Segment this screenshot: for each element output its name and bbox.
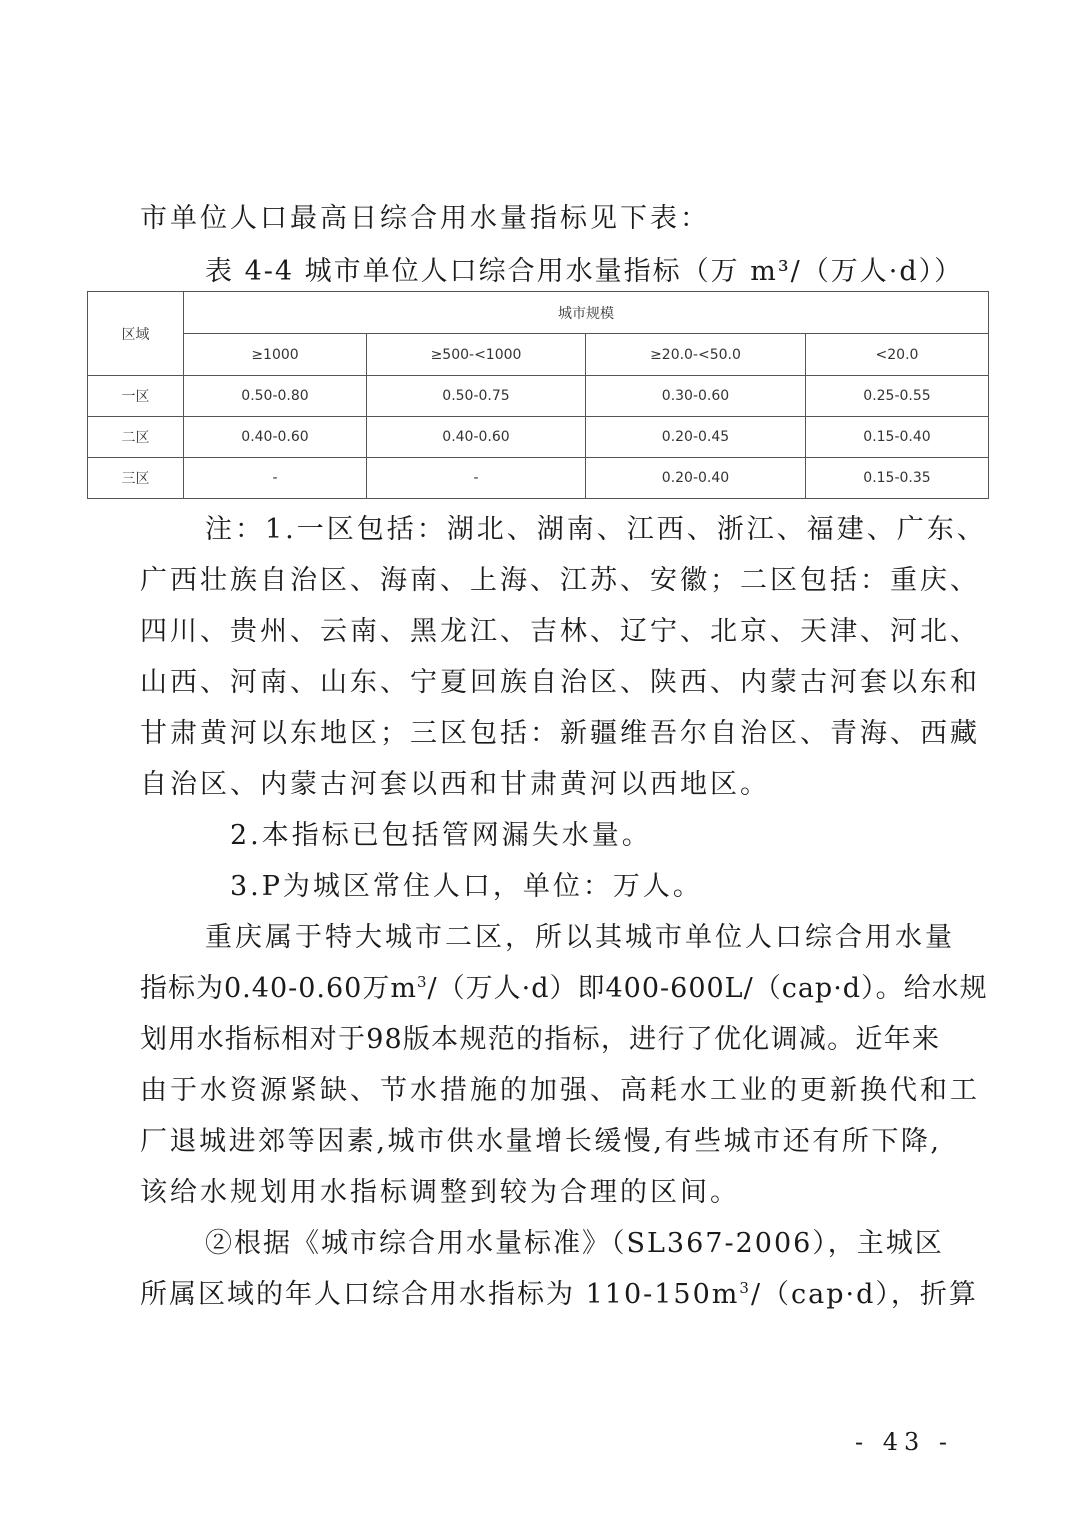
value-cell: 0.40-0.60 bbox=[184, 417, 367, 458]
note-1-line: 自治区、内蒙古河套以西和甘肃黄河以西地区。 bbox=[140, 769, 770, 800]
column-header: ≥500-<1000 bbox=[367, 334, 586, 376]
header-region: 区域 bbox=[88, 292, 184, 376]
region-cell: 三区 bbox=[88, 458, 184, 499]
note-1-line: 注：1.一区包括：湖北、湖南、江西、浙江、福建、广东、 bbox=[205, 514, 987, 545]
table-header-row bbox=[88, 292, 989, 334]
page-number: - 43 - bbox=[855, 1428, 954, 1456]
header-scale: 城市规模 bbox=[184, 292, 989, 334]
paragraph-line: 厂退城进郊等因素,城市供水量增长缓慢,有些城市还有所下降, bbox=[140, 1126, 940, 1157]
paragraph-line: 由于水资源紧缺、节水措施的加强、高耗水工业的更新换代和工 bbox=[140, 1075, 980, 1106]
value-cell: 0.15-0.40 bbox=[806, 417, 989, 458]
note-1-line: 甘肃黄河以东地区；三区包括：新疆维吾尔自治区、青海、西藏 bbox=[140, 718, 980, 749]
value-cell: - bbox=[367, 458, 586, 499]
region-cell: 一区 bbox=[88, 376, 184, 417]
paragraph-line: 重庆属于特大城市二区，所以其城市单位人口综合用水量 bbox=[205, 922, 955, 953]
column-header: <20.0 bbox=[806, 334, 989, 376]
table-caption: 表 4-4 城市单位人口综合用水量指标（万 m³/（万人·d）） bbox=[205, 256, 964, 287]
value-cell: - bbox=[184, 458, 367, 499]
value-cell: 0.25-0.55 bbox=[806, 376, 989, 417]
paragraph-line: 指标为0.40-0.60万$m^3/$（万人·d）即400-600L/（cap·d）。给水规 bbox=[140, 973, 988, 1004]
value-cell: 0.15-0.35 bbox=[806, 458, 989, 499]
table-row bbox=[88, 458, 989, 499]
note-3: 3.P为城区常住人口，单位：万人。 bbox=[230, 871, 703, 902]
table-subheader-row bbox=[88, 334, 989, 376]
note-1-line: 四川、贵州、云南、黑龙江、吉林、辽宁、北京、天津、河北、 bbox=[140, 616, 980, 647]
region-cell: 二区 bbox=[88, 417, 184, 458]
column-header: ≥20.0-<50.0 bbox=[586, 334, 806, 376]
intro-line: 市单位人口最高日综合用水量指标见下表： bbox=[140, 203, 710, 234]
paragraph-line: ②根据《城市综合用水量标准》（SL367-2006），主城区 bbox=[205, 1228, 944, 1259]
paragraph-line: 所属区域的年人口综合用水指标为 $110-150m^3/(cap\cdot d)$，折算 bbox=[140, 1279, 978, 1310]
note-2: 2.本指标已包括管网漏失水量。 bbox=[230, 820, 652, 851]
value-cell: 0.50-0.80 bbox=[184, 376, 367, 417]
paragraph-line: 划用水指标相对于98版本规范的指标，进行了优化调减。近年来 bbox=[140, 1024, 940, 1055]
value-cell: 0.50-0.75 bbox=[367, 376, 586, 417]
note-1-line: 广西壮族自治区、海南、上海、江苏、安徽；二区包括：重庆、 bbox=[140, 565, 980, 596]
column-header: ≥1000 bbox=[184, 334, 367, 376]
value-cell: 0.30-0.60 bbox=[586, 376, 806, 417]
water-index-table bbox=[87, 291, 989, 499]
value-cell: 0.40-0.60 bbox=[367, 417, 586, 458]
value-cell: 0.20-0.40 bbox=[586, 458, 806, 499]
table-row bbox=[88, 376, 989, 417]
table-row bbox=[88, 417, 989, 458]
paragraph-line: 该给水规划用水指标调整到较为合理的区间。 bbox=[140, 1177, 740, 1208]
value-cell: 0.20-0.45 bbox=[586, 417, 806, 458]
note-1-line: 山西、河南、山东、宁夏回族自治区、陕西、内蒙古河套以东和 bbox=[140, 667, 980, 698]
